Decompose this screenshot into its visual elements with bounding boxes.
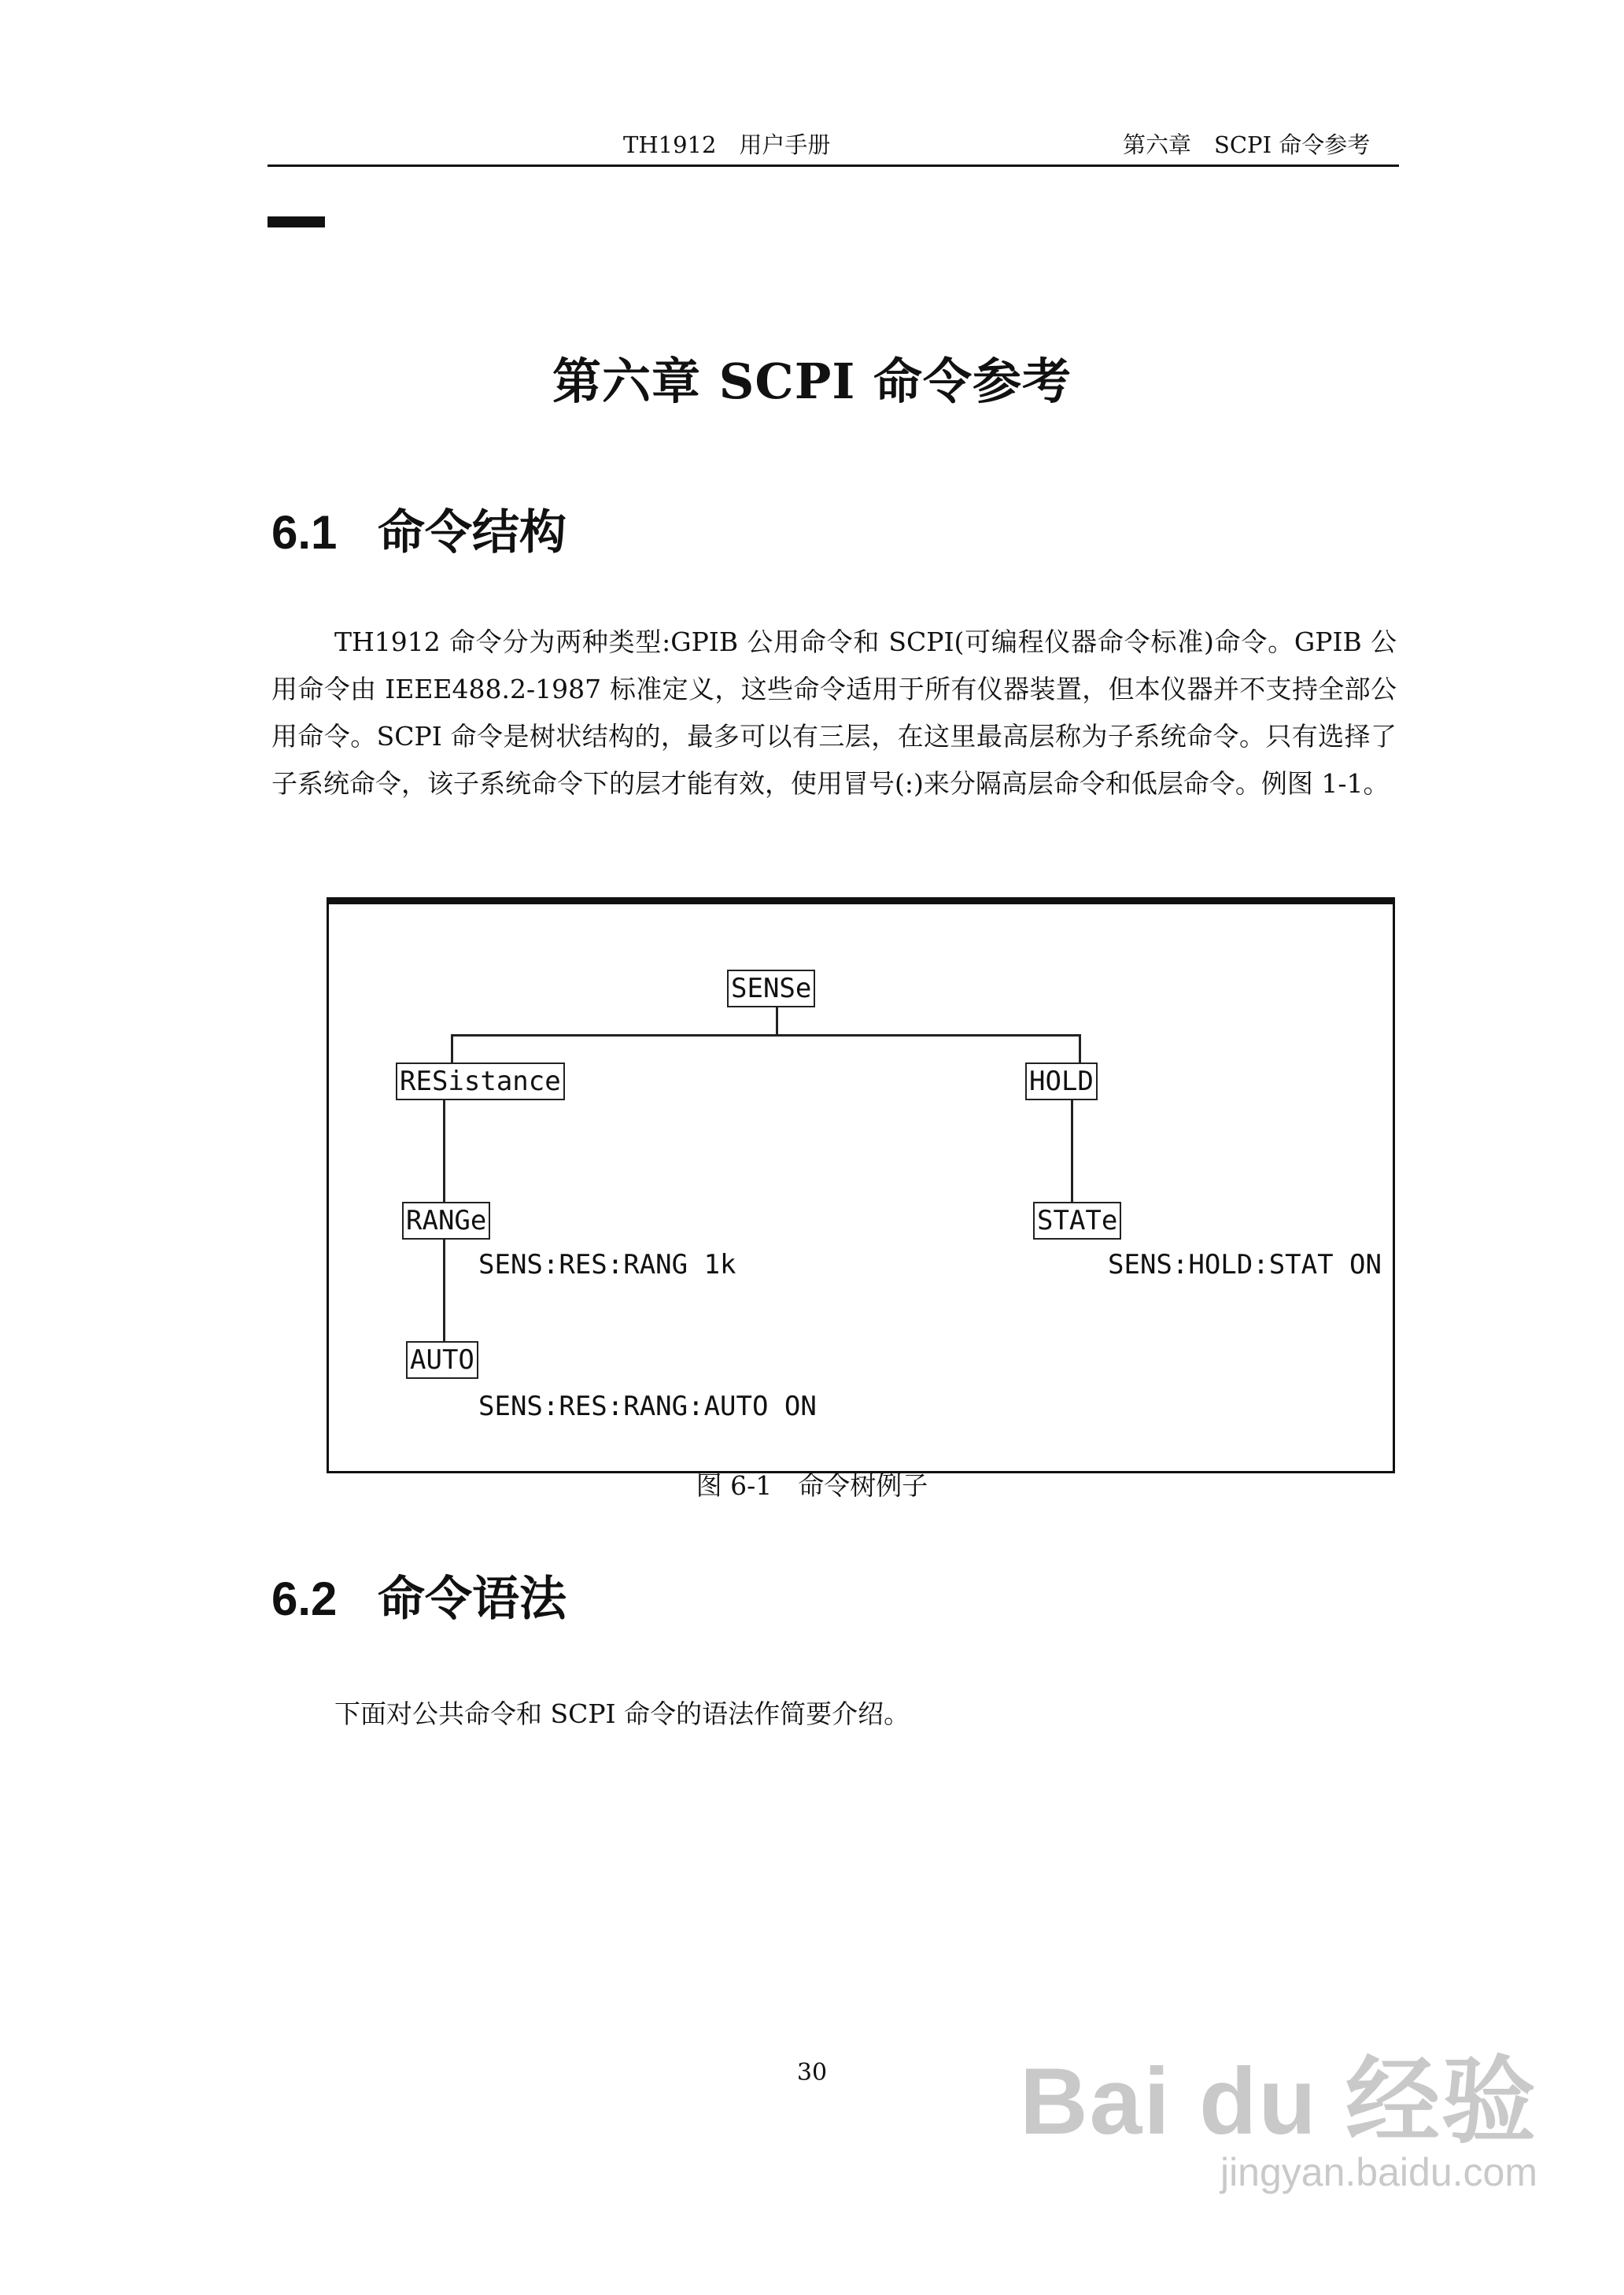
- baidu-watermark: [1019, 2049, 1537, 2196]
- node-sense: SENSe: [727, 970, 815, 1007]
- header-rule: [268, 164, 1399, 167]
- connector: [1079, 1034, 1081, 1063]
- connector: [451, 1034, 453, 1063]
- example-auto-command: SENS:RES:RANG:AUTO ON: [478, 1391, 817, 1422]
- node-range: RANGe: [402, 1202, 490, 1240]
- command-tree-figure: [327, 897, 1395, 1473]
- connector: [443, 1237, 445, 1342]
- section-title: 命令语法: [378, 1572, 567, 1625]
- watermark-url: jingyan.baidu.com: [1220, 2150, 1537, 2194]
- connector: [776, 1005, 778, 1035]
- chapter-title: 第六章 SCPI 命令参考: [552, 353, 1072, 410]
- header-right: 第六章 SCPI 命令参考: [1123, 131, 1371, 158]
- section-2-paragraph: 下面对公共命令和 SCPI 命令的语法作简要介绍。: [334, 1698, 910, 1729]
- header-left: TH1912 用户手册: [623, 131, 831, 158]
- watermark-brand: Bai du 经验: [1019, 2049, 1537, 2154]
- example-state-command: SENS:HOLD:STAT ON: [1108, 1249, 1382, 1281]
- section-title: 命令结构: [378, 506, 567, 559]
- section-number: 6.1: [271, 506, 338, 559]
- connector: [443, 1099, 445, 1203]
- node-auto: AUTO: [406, 1341, 478, 1379]
- figure-caption: 图 6-1 命令树例子: [696, 1470, 928, 1501]
- node-hold: HOLD: [1025, 1062, 1098, 1100]
- section-heading-6-1: [271, 505, 567, 560]
- example-range-command: SENS:RES:RANG 1k: [478, 1249, 736, 1281]
- chapter-tab-mark: [268, 216, 325, 227]
- section-heading-6-2: [271, 1572, 567, 1627]
- node-state: STATe: [1033, 1202, 1121, 1240]
- section-1-paragraph: TH1912 命令分为两种类型:GPIB 公用命令和 SCPI(可编程仪器命令标准)命令。GPIB 公用命令由 IEEE488.2-1987 标准定义，这些命令适用于所有仪器装置，但本仪器并不支持全部公用命令。SCPI 命令是树状结构的，最多可以有三层，在这里最高层称为子系统命令。只有选择了子系统命令，该子系统命令下的层才能有效，使用冒号(:)来分隔高层命令和低层命令。例图 1-1。: [271, 626, 1397, 799]
- node-resistance: RESistance: [396, 1062, 565, 1100]
- connector: [451, 1034, 1080, 1037]
- page-number: 30: [796, 2059, 828, 2086]
- connector: [1071, 1099, 1073, 1203]
- section-number: 6.2: [271, 1572, 338, 1625]
